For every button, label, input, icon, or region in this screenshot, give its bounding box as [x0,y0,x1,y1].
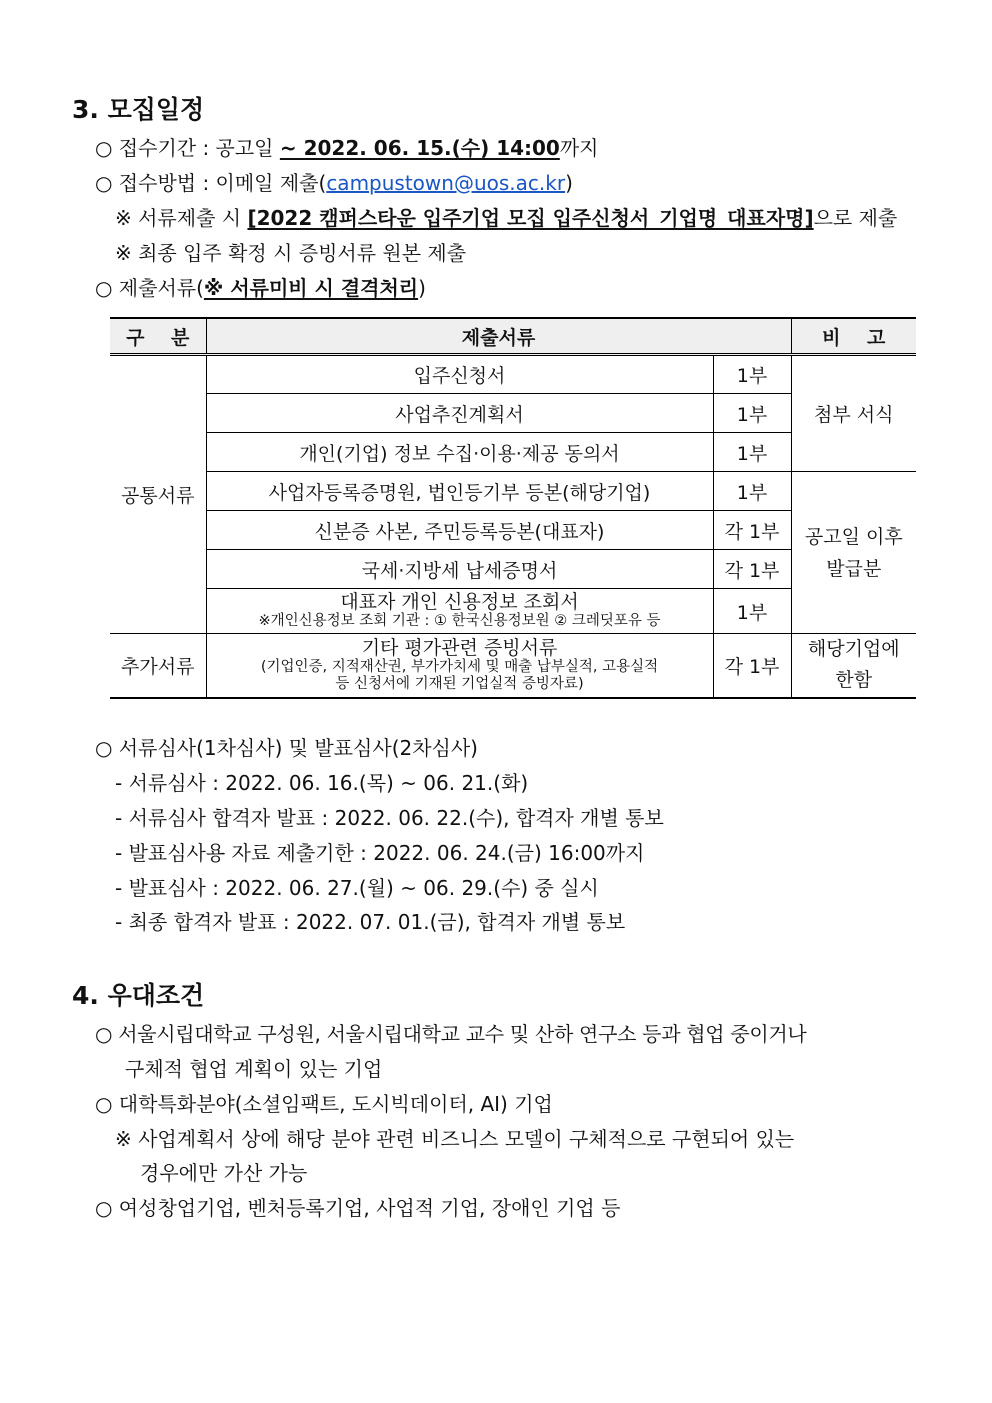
preference-note-cont: 경우에만 가산 가능 [140,1161,308,1185]
note-company-line1: 해당기업에 [807,638,900,661]
submission-note [115,204,897,232]
period-deadline: ~ 2022. 06. 15.(수) 14:00 [279,136,560,160]
doc-name-sub: (기업인증, 지적재산권, 부가가치세 및 매출 납부실적, 고용실적 [260,659,659,676]
required-documents-table [110,317,916,699]
preference-item: ○ 대학특화분야(소셜임팩트, 도시빅데이터, AI) 기업 [95,1092,553,1116]
note-attach: 첨부 서식 [791,355,916,472]
table-row [110,472,916,511]
application-method [95,169,573,197]
doc-count: 각 1부 [713,550,791,589]
email-link[interactable]: campustown@uos.ac.kr [326,171,566,195]
preference-item: ○ 여성창업기업, 벤처등록기업, 사업적 기업, 장애인 기업 등 [95,1196,621,1220]
original-docs-note: ※ 최종 입주 확정 시 증빙서류 원본 제출 [115,241,467,265]
doc-count: 1부 [713,472,791,511]
doc-count: 각 1부 [713,511,791,550]
group-common: 공통서류 [110,355,206,634]
doc-count: 1부 [713,589,791,634]
note-company-line2: 한함 [835,669,873,692]
method-label: ○ 접수방법 : 이메일 제출( [95,171,327,195]
doc-name: 사업추진계획서 [206,394,713,433]
doc-count: 1부 [713,355,791,394]
docs-label: ○ 제출서류( [95,276,204,300]
period-label: ○ 접수기간 : 공고일 [95,136,280,160]
preference-item-cont: 구체적 협업 계획이 있는 기업 [125,1057,383,1081]
review-title: ○ 서류심사(1차심사) 및 발표심사(2차심사) [95,736,478,760]
review-item: - 서류심사 합격자 발표 : 2022. 06. 22.(수), 합격자 개별 통보 [115,806,664,830]
note-issued [791,472,916,634]
note-prefix: ※ 서류제출 시 [115,206,248,230]
doc-name-sub: ※개인신용정보 조회 기관 : ① 한국신용정보원 ② 크레딧포유 등 [258,613,661,629]
note-suffix: 으로 제출 [813,206,898,230]
doc-count: 1부 [713,394,791,433]
filename-format: [2022 캠퍼스타운 입주기업 모집 입주신청서_기업명_대표자명] [247,206,814,230]
doc-name [206,634,713,698]
table-header-row [110,318,916,355]
section-4-title: 4. 우대조건 [72,981,205,1010]
header-remarks: 비 고 [791,318,916,355]
doc-name: 사업자등록증명원, 법인등기부 등본(해당기업) [206,472,713,511]
review-item: - 서류심사 : 2022. 06. 16.(목) ~ 06. 21.(화) [115,771,529,795]
header-documents: 제출서류 [206,318,791,355]
note-company [791,634,916,698]
period-suffix: 까지 [559,136,599,160]
table-row [110,355,916,394]
doc-count: 1부 [713,433,791,472]
preference-note: ※ 사업계획서 상에 해당 분야 관련 비즈니스 모델이 구체적으로 구현되어 있는 [115,1127,795,1151]
disqualification-warning: ※ 서류미비 시 결격처리 [203,276,419,300]
doc-name: 입주신청서 [206,355,713,394]
section-3-title: 3. 모집일정 [72,95,205,124]
application-period [95,134,599,162]
doc-name-sub: 등 신청서에 기재된 기업실적 증빙자료) [335,676,584,693]
note-issued-line1: 공고일 이후 [804,525,903,548]
method-suffix: ) [565,171,573,195]
doc-name: 신분증 사본, 주민등록등본(대표자) [206,511,713,550]
preference-item: ○ 서울시립대학교 구성원, 서울시립대학교 교수 및 산하 연구소 등과 협업 중이거나 [95,1022,807,1046]
group-extra: 추가서류 [110,634,206,698]
doc-name: 개인(기업) 정보 수집·이용·제공 동의서 [206,433,713,472]
review-item: - 최종 합격자 발표 : 2022. 07. 01.(금), 합격자 개별 통보 [115,910,626,934]
review-item: - 발표심사용 자료 제출기한 : 2022. 06. 24.(금) 16:00까지 [115,841,645,865]
docs-suffix: ) [418,276,426,300]
doc-count: 각 1부 [713,634,791,698]
doc-name-main: 기타 평가관련 증빙서류 [361,637,558,660]
header-category: 구 분 [110,318,206,355]
required-docs-heading [95,274,426,302]
table-row [110,634,916,698]
doc-name-main: 대표자 개인 신용정보 조회서 [340,591,579,613]
doc-name [206,589,713,634]
note-issued-line2: 발급분 [826,557,882,580]
review-item: - 발표심사 : 2022. 06. 27.(월) ~ 06. 29.(수) 중 실시 [115,876,599,900]
doc-name: 국세·지방세 납세증명서 [206,550,713,589]
